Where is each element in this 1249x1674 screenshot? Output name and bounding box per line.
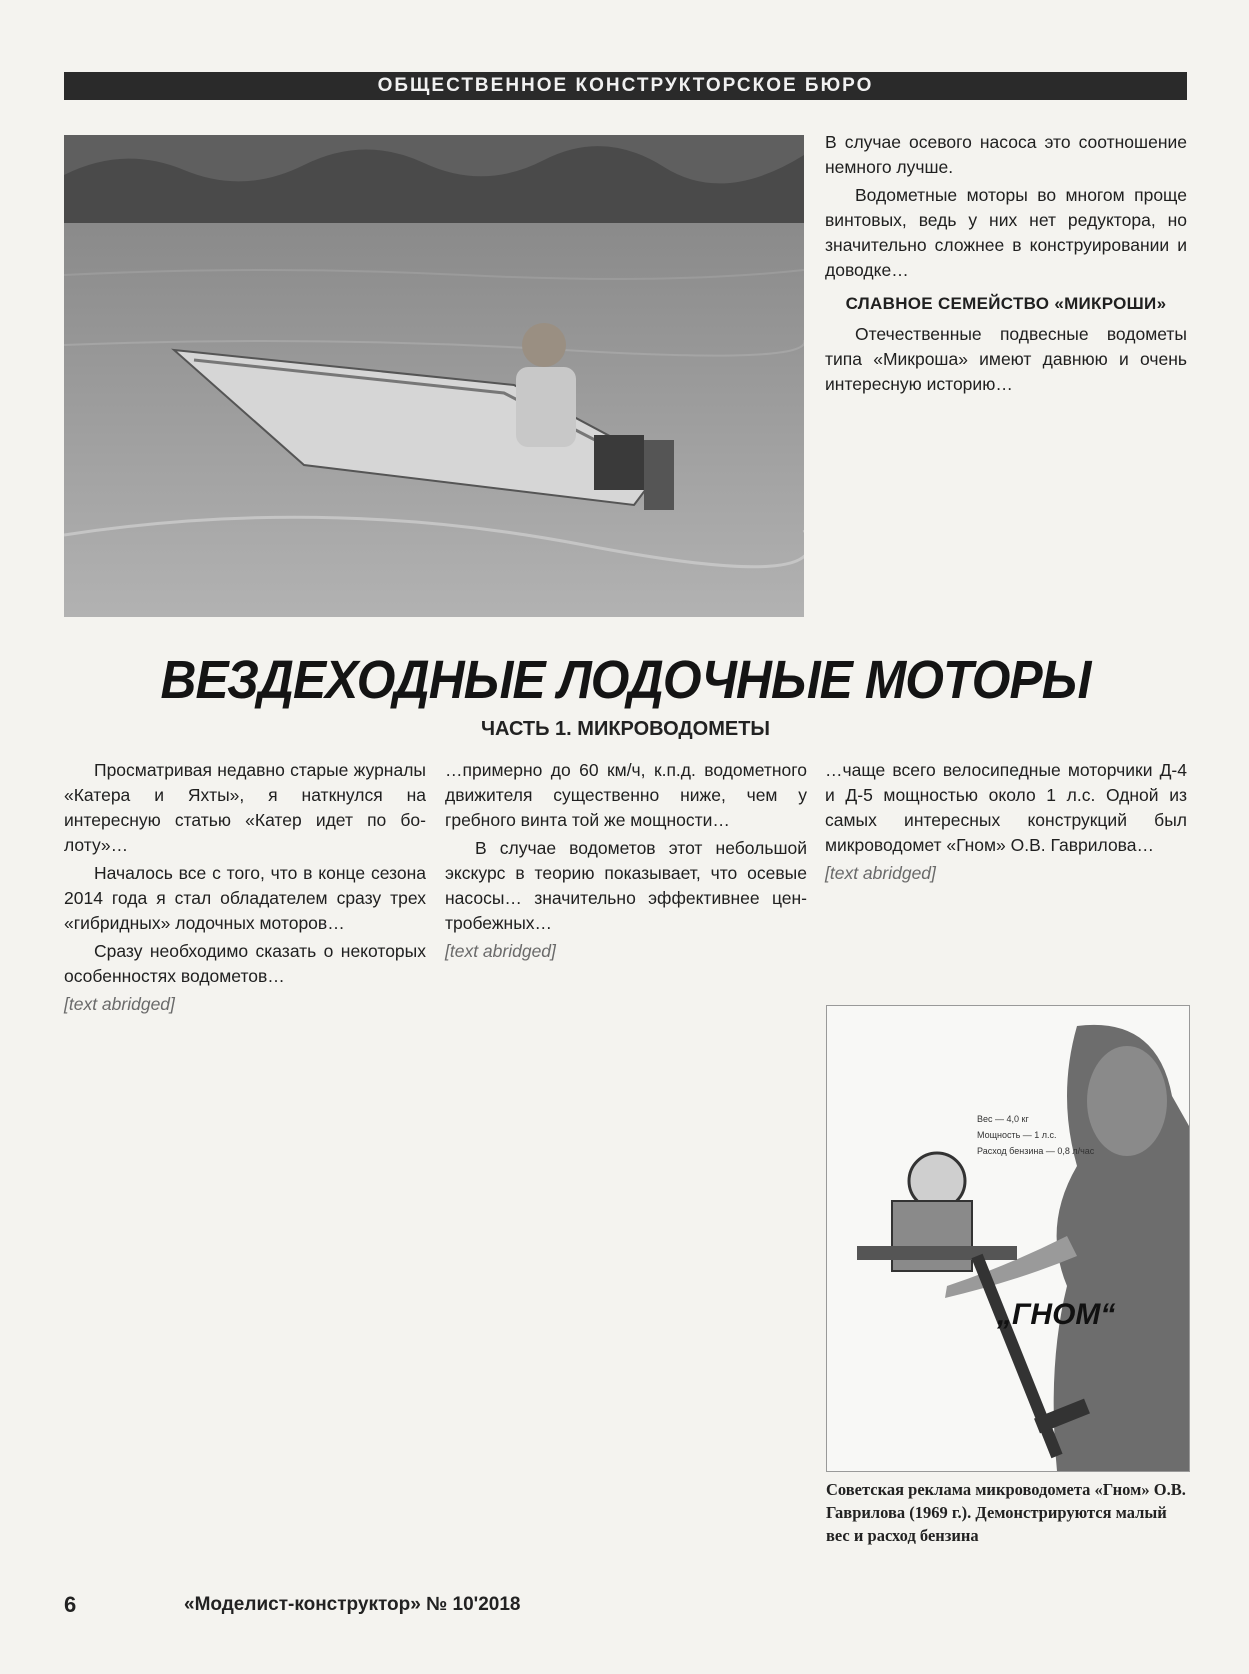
ad-spec-weight: Вес — 4,0 кг xyxy=(977,1114,1029,1124)
gnom-advertisement xyxy=(826,1005,1190,1472)
page-footer xyxy=(64,1592,1187,1622)
paragraph: …чаще всего велосипедные моторчики Д-4 и Д-5 мощностью около 1 л.с. Одной из самых интересных конструкций был микроводомет «Гном» О.В. Гаврилова… xyxy=(825,760,1187,855)
column-2 xyxy=(445,758,807,1573)
paragraph: В случае водометов этот небольшой экскурс в теорию показывает, что осевые насосы… значительно эффективнее центробежных… xyxy=(445,838,807,933)
paragraph: Отечественные подвесные водометы типа «Микроша» имеют давнюю и очень интересную историю… xyxy=(825,324,1187,394)
column-3 xyxy=(825,758,1187,998)
abridged-note: [text abridged] xyxy=(445,941,556,961)
section-header: ОБЩЕСТВЕННОЕ КОНСТРУКТОРСКОЕ БЮРО xyxy=(64,72,1187,100)
ad-caption: Советская реклама микроводомета «Гном» О.В. Гаврилова (1969 г.). Демонстрируются малый вес и расход бензина xyxy=(826,1480,1186,1545)
paragraph: Началось все с того, что в конце сезона 2014 года я стал обладателем сразу трех «гибридных» лодочных моторов… xyxy=(64,863,426,933)
paragraph: Сразу необходимо сказать о некоторых особенностях водометов… xyxy=(64,941,426,986)
article-title: ВЕЗДЕХОДНЫЕ ЛОДОЧНЫЕ МОТОРЫ xyxy=(160,650,1091,710)
boat-photo xyxy=(64,135,804,617)
column-1 xyxy=(64,758,426,1573)
gnom-ad-illustration xyxy=(827,1006,1189,1471)
abridged-note: [text abridged] xyxy=(64,994,175,1014)
magazine-issue: «Моделист-конструктор» № 10'2018 xyxy=(184,1594,521,1615)
ad-brand: „ГНОМ“ xyxy=(997,1298,1116,1331)
subheading: СЛАВНОЕ СЕМЕЙСТВО «МИКРОШИ» xyxy=(845,294,1167,313)
boat-photo-image xyxy=(64,135,804,617)
abridged-note: [text abridged] xyxy=(825,863,936,883)
article-subtitle: ЧАСТЬ 1. МИКРОВОДОМЕТЫ xyxy=(480,718,771,740)
page-number: 6 xyxy=(64,1592,77,1617)
right-top-column xyxy=(825,130,1187,620)
paragraph: В случае осевого насоса это соотношение немного лучше. xyxy=(825,132,1187,177)
ad-spec-power: Мощность — 1 л.с. xyxy=(977,1130,1057,1140)
paragraph: Водометные моторы во многом проще винтовых, ведь у них нет редуктора, но значительно сложнее в конструировании и доводке… xyxy=(825,185,1187,280)
paragraph: Просматривая недавно старые журналы «Катера и Яхты», я наткнулся на интересную статью «Катер идет по болоту»… xyxy=(64,760,426,855)
ad-spec-fuel: Расход бензина — 0,8 л/час xyxy=(977,1146,1095,1156)
paragraph: …примерно до 60 км/ч, к.п.д. водометного движителя существенно ниже, чем у гребного винта той же мощности… xyxy=(445,760,807,830)
